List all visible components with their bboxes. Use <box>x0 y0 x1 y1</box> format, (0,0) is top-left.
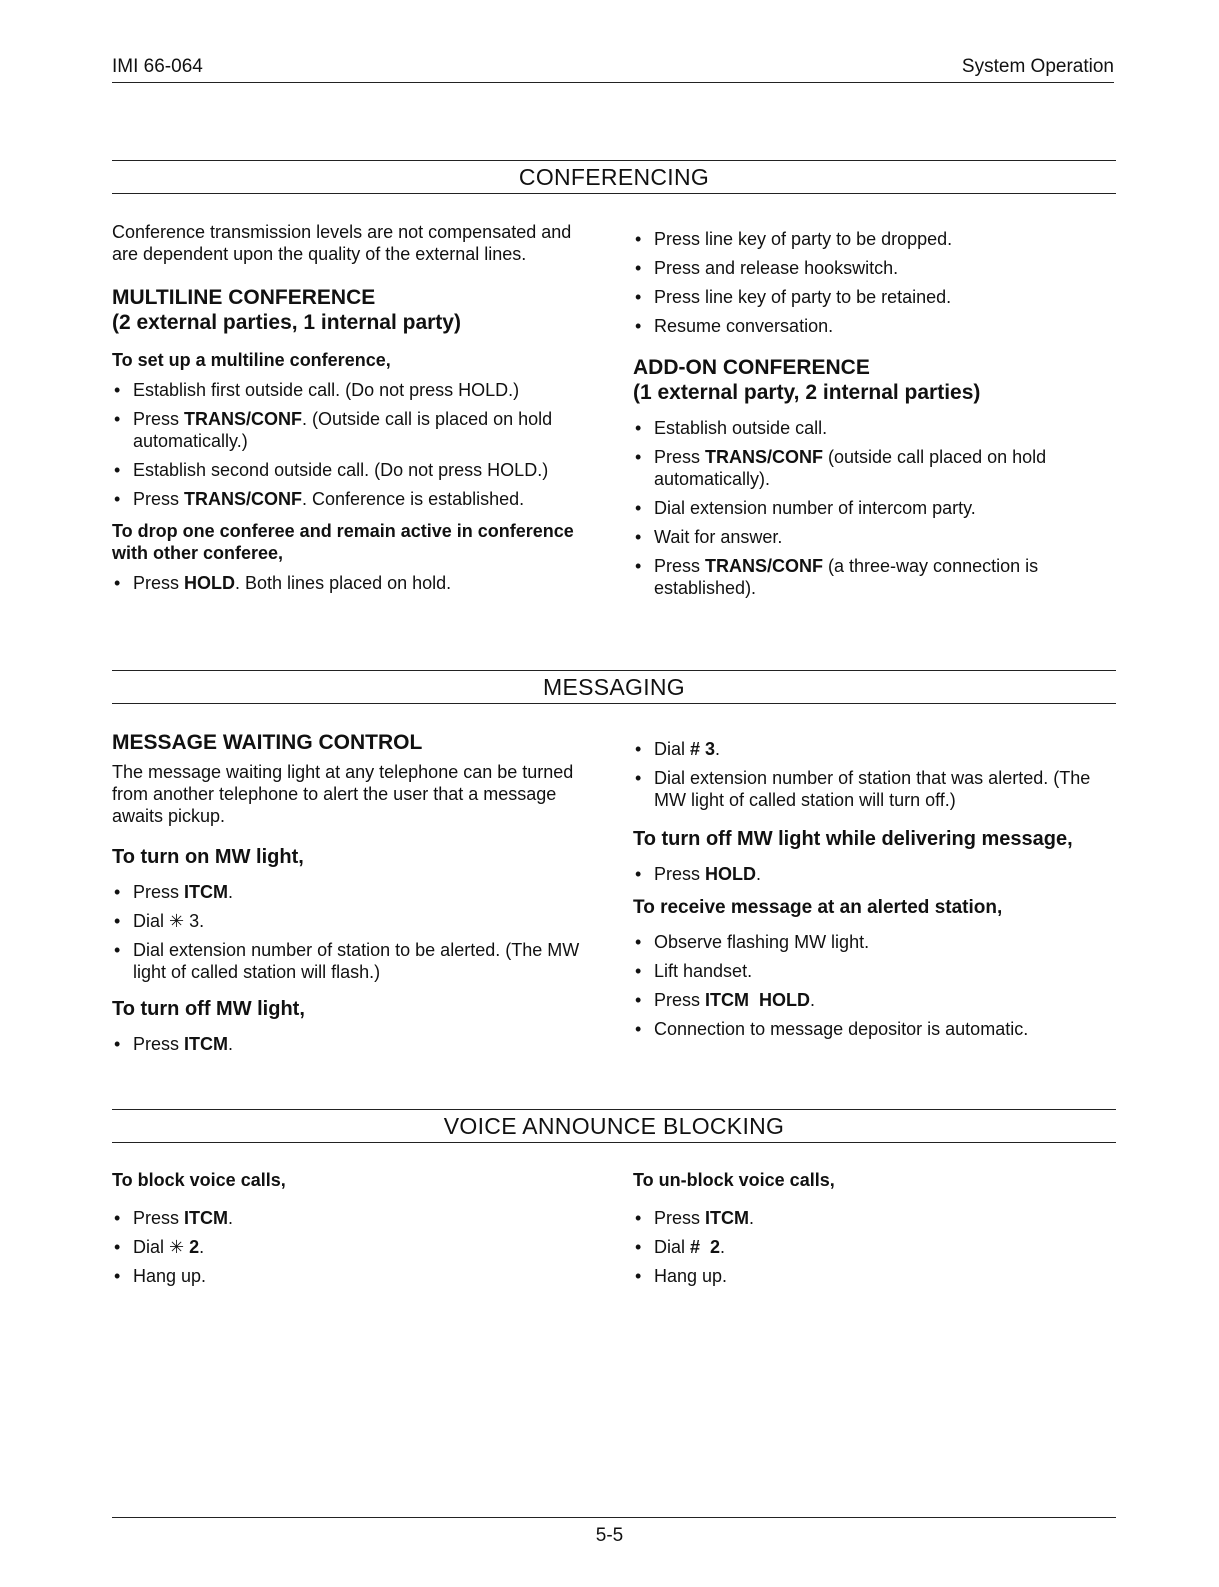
list-item <box>633 960 1118 982</box>
list-item <box>633 738 1118 760</box>
list-item-text: Establish second outside call. (Do not press HOLD.) <box>133 460 549 480</box>
list-item <box>112 572 602 594</box>
list-item-text: . <box>749 1208 755 1228</box>
list-item <box>633 1018 1118 1040</box>
document-id: IMI 66-064 <box>112 56 203 77</box>
drop-steps-list <box>633 228 1113 337</box>
list-item-text: Dial ✳ 3. <box>133 911 205 931</box>
voice-title: VOICE ANNOUNCE BLOCKING <box>443 1113 785 1139</box>
list-item-key: TRANS/CONF <box>184 409 303 429</box>
list-item <box>633 1265 1113 1287</box>
footer-rule <box>112 1517 1116 1518</box>
list-item-text: . <box>199 1237 205 1257</box>
mw-off-list <box>112 1033 602 1055</box>
conferencing-top-rule <box>112 160 1116 161</box>
list-item-key: ITCM <box>184 1034 229 1054</box>
list-item-text: . <box>720 1237 726 1257</box>
list-item-text: . (Outside call is placed on hold automatically.) <box>133 409 553 451</box>
list-item-text: Press <box>654 447 706 467</box>
list-item-key: HOLD <box>705 864 757 884</box>
list-item-text: (a three-way connection is established). <box>654 556 1039 598</box>
list-item-text: Wait for answer. <box>654 527 783 547</box>
messaging-top-rule <box>112 670 1116 671</box>
mw-cancel-list <box>633 738 1118 811</box>
conferencing-bottom-rule <box>112 193 1116 194</box>
addon-heading: ADD-ON CONFERENCE <box>633 356 870 379</box>
list-item-key: ITCM HOLD <box>705 990 811 1010</box>
list-item-key: # 2 <box>690 1237 721 1257</box>
list-item-text: Dial extension number of intercom party. <box>654 498 976 518</box>
list-item <box>112 1265 602 1287</box>
list-item <box>633 417 1113 439</box>
list-item <box>633 315 1113 337</box>
list-item <box>633 555 1113 599</box>
list-item <box>112 1207 602 1229</box>
list-item-text: Dial <box>654 1237 691 1257</box>
list-item-text: Dial extension number of station to be alerted. (The MW light of called station will flash.) <box>133 940 580 982</box>
list-item <box>633 989 1118 1011</box>
list-item <box>112 488 602 510</box>
setup-heading: To set up a multiline conference, <box>112 350 391 370</box>
addon-subheading: (1 external party, 2 internal parties) <box>633 381 981 404</box>
addon-list <box>633 417 1113 599</box>
list-item-text: Press <box>133 882 185 902</box>
messaging-right-column <box>633 738 1118 1047</box>
list-item-text: Connection to message depositor is automatic. <box>654 1019 1029 1039</box>
list-item <box>633 863 1118 885</box>
list-item <box>633 1236 1113 1258</box>
list-item <box>633 257 1113 279</box>
voice-left-column <box>112 1169 602 1294</box>
mw-off-heading: To turn off MW light, <box>112 998 305 1020</box>
drop-list <box>112 572 602 594</box>
list-item-text: . Conference is established. <box>302 489 525 509</box>
list-item <box>633 931 1118 953</box>
header-rule <box>112 82 1114 83</box>
list-item <box>112 939 602 983</box>
list-item-text: Hang up. <box>654 1266 728 1286</box>
list-item <box>112 1033 602 1055</box>
multiline-heading: MULTILINE CONFERENCE <box>112 286 376 309</box>
list-item <box>112 881 602 903</box>
list-item-text: Establish outside call. <box>654 418 828 438</box>
list-item-text: Press line key of party to be dropped. <box>654 229 953 249</box>
conferencing-right-column <box>633 228 1113 606</box>
list-item <box>633 767 1118 811</box>
list-item-text: . <box>228 1034 234 1054</box>
list-item-text: . <box>756 864 762 884</box>
unblock-heading: To un-block voice calls, <box>633 1170 835 1190</box>
mw-on-list <box>112 881 602 983</box>
list-item-text: Dial ✳ <box>133 1237 190 1257</box>
list-item-text: Press <box>654 1208 706 1228</box>
unblock-list <box>633 1207 1113 1287</box>
voice-top-rule <box>112 1109 1116 1110</box>
list-item <box>112 408 602 452</box>
list-item-key: HOLD <box>184 573 236 593</box>
list-item <box>633 228 1113 250</box>
list-item <box>633 286 1113 308</box>
list-item-text: (outside call placed on hold automatically). <box>654 447 1047 489</box>
list-item-text: Press <box>654 864 706 884</box>
list-item-text: Dial <box>654 739 691 759</box>
list-item-key: ITCM <box>705 1208 750 1228</box>
list-item-key: 2 <box>189 1237 200 1257</box>
list-item-text: Press <box>654 990 706 1010</box>
block-list <box>112 1207 602 1287</box>
list-item-text: Press <box>133 1208 185 1228</box>
receive-list <box>633 931 1118 1040</box>
list-item-text: Observe flashing MW light. <box>654 932 870 952</box>
page-number: 5-5 <box>595 1525 624 1546</box>
messaging-bottom-rule <box>112 703 1116 704</box>
list-item-text: Hang up. <box>133 1266 207 1286</box>
list-item-text: Press <box>133 409 185 429</box>
list-item-text: Dial extension number of station that was alerted. (The MW light of called station will turn off.) <box>654 768 1091 810</box>
list-item-key: ITCM <box>184 1208 229 1228</box>
list-item-key: ITCM <box>184 882 229 902</box>
list-item-key: # 3 <box>690 739 716 759</box>
block-heading: To block voice calls, <box>112 1170 286 1190</box>
list-item-text: Resume conversation. <box>654 316 834 336</box>
list-item <box>633 497 1113 519</box>
list-item-key: TRANS/CONF <box>705 447 824 467</box>
list-item-key: TRANS/CONF <box>705 556 824 576</box>
list-item <box>633 1207 1113 1229</box>
deliver-heading: To turn off MW light while delivering message, <box>633 828 1073 850</box>
list-item-text: Press <box>133 1034 185 1054</box>
section-name: System Operation <box>961 56 1114 77</box>
list-item-text: Press <box>133 489 185 509</box>
list-item <box>112 1236 602 1258</box>
list-item-text: Press line key of party to be retained. <box>654 287 952 307</box>
drop-heading: To drop one conferee and remain active in conference with other conferee, <box>112 521 574 563</box>
mwc-description: The message waiting light at any telephone can be turned from another telephone to alert the user that a message awaits pickup. <box>112 762 574 826</box>
voice-bottom-rule <box>112 1142 1116 1143</box>
list-item <box>633 526 1113 548</box>
list-item-text: Lift handset. <box>654 961 753 981</box>
receive-heading: To receive message at an alerted station, <box>633 897 1003 918</box>
conferencing-title: CONFERENCING <box>518 164 710 190</box>
messaging-title: MESSAGING <box>542 674 685 700</box>
conference-intro: Conference transmission levels are not compensated and are dependent upon the quality of the external lines. <box>112 222 572 264</box>
list-item-text: Establish first outside call. (Do not press HOLD.) <box>133 380 520 400</box>
multiline-subheading: (2 external parties, 1 internal party) <box>112 311 461 334</box>
list-item <box>112 379 602 401</box>
list-item-text: Press and release hookswitch. <box>654 258 899 278</box>
deliver-list <box>633 863 1118 885</box>
list-item <box>112 910 602 932</box>
setup-list <box>112 379 602 510</box>
mwc-heading: MESSAGE WAITING CONTROL <box>112 731 423 754</box>
list-item <box>112 459 602 481</box>
list-item-text: . <box>715 739 721 759</box>
list-item-text: Press <box>654 556 706 576</box>
list-item-text: . <box>228 1208 234 1228</box>
list-item-key: TRANS/CONF <box>184 489 303 509</box>
list-item-text: Press <box>133 573 185 593</box>
list-item-text: . <box>810 990 816 1010</box>
mw-on-heading: To turn on MW light, <box>112 846 304 868</box>
list-item-text: . <box>228 882 234 902</box>
conferencing-left-column <box>112 221 602 601</box>
messaging-left-column <box>112 730 602 1062</box>
voice-right-column <box>633 1169 1113 1294</box>
list-item-text: . Both lines placed on hold. <box>235 573 452 593</box>
list-item <box>633 446 1113 490</box>
